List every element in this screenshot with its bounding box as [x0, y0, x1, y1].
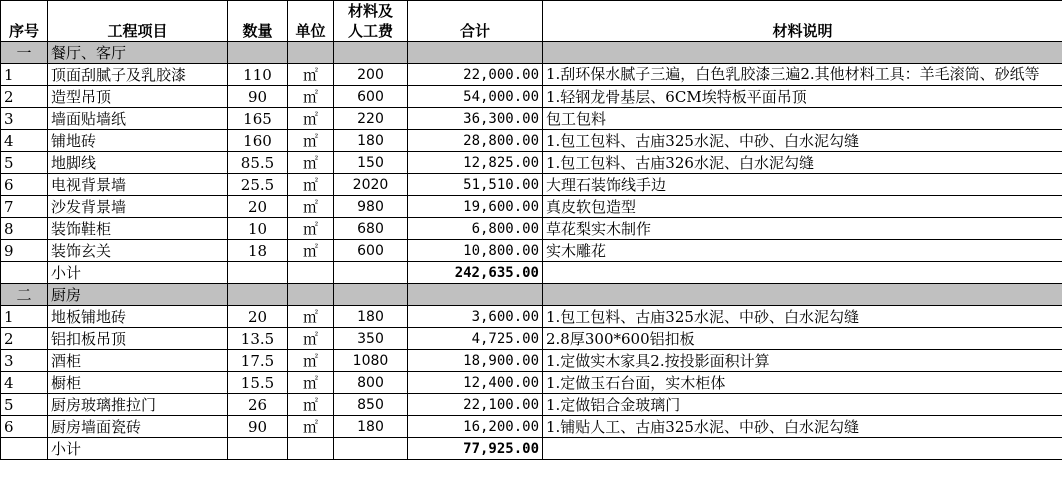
row-no-cell[interactable]: 1 — [1, 306, 48, 328]
section-empty-cell[interactable] — [228, 42, 288, 64]
row-item-cell[interactable]: 厨房玻璃推拉门 — [48, 394, 228, 416]
row-qty-cell[interactable]: 25.5 — [228, 174, 288, 196]
row-price-cell[interactable]: 180 — [334, 130, 408, 152]
row-desc-cell[interactable]: 真皮软包造型 — [543, 196, 1062, 218]
row-price-cell[interactable]: 200 — [334, 64, 408, 86]
row-desc-cell[interactable]: 包工包料 — [543, 108, 1062, 130]
section-empty-cell[interactable] — [334, 42, 408, 64]
table-row — [1, 394, 1062, 416]
row-qty-cell[interactable]: 15.5 — [228, 372, 288, 394]
row-item-cell[interactable]: 铝扣板吊顶 — [48, 328, 228, 350]
section-empty-cell[interactable] — [543, 42, 1062, 64]
row-no-cell[interactable]: 5 — [1, 394, 48, 416]
header-unit[interactable]: 单位 — [288, 1, 334, 42]
row-qty-cell[interactable]: 18 — [228, 240, 288, 262]
row-total-cell[interactable]: 28,800.00 — [408, 130, 543, 152]
row-unit-cell[interactable]: ㎡ — [288, 372, 334, 394]
row-unit-cell[interactable]: ㎡ — [288, 306, 334, 328]
row-total-cell[interactable]: 22,000.00 — [408, 64, 543, 86]
row-qty-cell[interactable]: 90 — [228, 416, 288, 438]
header-item[interactable]: 工程项目 — [48, 1, 228, 42]
row-total-cell[interactable]: 54,000.00 — [408, 86, 543, 108]
section-title-cell[interactable]: 餐厅、客厅 — [48, 42, 228, 64]
section-empty-cell[interactable] — [334, 284, 408, 306]
table-row — [1, 218, 1062, 240]
row-desc-cell[interactable]: 1.包工包料、古庙325水泥、中砂、白水泥勾缝 — [543, 306, 1062, 328]
row-total-cell[interactable]: 51,510.00 — [408, 174, 543, 196]
subtotal-empty-cell[interactable] — [543, 262, 1062, 284]
row-qty-cell[interactable]: 160 — [228, 130, 288, 152]
section-header-row — [1, 42, 1062, 64]
row-desc-cell[interactable]: 大理石装饰线手边 — [543, 174, 1062, 196]
subtotal-label-cell[interactable]: 小计 — [48, 262, 228, 284]
header-total[interactable]: 合计 — [408, 1, 543, 42]
row-price-cell[interactable]: 600 — [334, 86, 408, 108]
section-header-row — [1, 284, 1062, 306]
header-price[interactable] — [334, 1, 408, 42]
row-price-cell[interactable]: 180 — [334, 306, 408, 328]
row-unit-cell[interactable]: ㎡ — [288, 174, 334, 196]
row-unit-cell[interactable]: ㎡ — [288, 152, 334, 174]
subtotal-label-cell[interactable]: 小计 — [48, 438, 228, 460]
row-desc-cell[interactable]: 1.轻钢龙骨基层、6CM埃特板平面吊顶 — [543, 86, 1062, 108]
row-unit-cell[interactable]: ㎡ — [288, 416, 334, 438]
table-row — [1, 196, 1062, 218]
row-price-cell[interactable]: 680 — [334, 218, 408, 240]
row-price-cell[interactable]: 2020 — [334, 174, 408, 196]
row-total-cell[interactable]: 12,400.00 — [408, 372, 543, 394]
subtotal-empty-cell[interactable] — [1, 262, 48, 284]
row-item-cell[interactable]: 电视背景墙 — [48, 174, 228, 196]
row-qty-cell[interactable]: 13.5 — [228, 328, 288, 350]
row-total-cell[interactable]: 12,825.00 — [408, 152, 543, 174]
row-total-cell[interactable]: 18,900.00 — [408, 350, 543, 372]
row-no-cell[interactable]: 2 — [1, 328, 48, 350]
section-empty-cell[interactable] — [408, 42, 543, 64]
row-item-cell[interactable]: 顶面刮腻子及乳胶漆 — [48, 64, 228, 86]
table-row — [1, 416, 1062, 438]
row-price-cell[interactable]: 150 — [334, 152, 408, 174]
row-total-cell[interactable]: 4,725.00 — [408, 328, 543, 350]
header-row — [1, 1, 1062, 42]
row-item-cell[interactable]: 装饰玄关 — [48, 240, 228, 262]
row-item-cell[interactable]: 地脚线 — [48, 152, 228, 174]
row-item-cell[interactable]: 橱柜 — [48, 372, 228, 394]
row-unit-cell[interactable]: ㎡ — [288, 130, 334, 152]
row-item-cell[interactable]: 厨房墙面瓷砖 — [48, 416, 228, 438]
table-row — [1, 130, 1062, 152]
header-qty[interactable]: 数量 — [228, 1, 288, 42]
row-total-cell[interactable]: 22,100.00 — [408, 394, 543, 416]
table-row — [1, 152, 1062, 174]
row-price-cell[interactable]: 220 — [334, 108, 408, 130]
row-price-cell[interactable]: 180 — [334, 416, 408, 438]
table-row — [1, 240, 1062, 262]
row-item-cell[interactable]: 墙面贴墙纸 — [48, 108, 228, 130]
row-desc-cell[interactable]: 1.包工包料、古庙325水泥、中砂、白水泥勾缝 — [543, 130, 1062, 152]
row-no-cell[interactable]: 3 — [1, 108, 48, 130]
row-total-cell[interactable]: 6,800.00 — [408, 218, 543, 240]
row-item-cell[interactable]: 造型吊顶 — [48, 86, 228, 108]
subtotal-empty-cell[interactable] — [543, 438, 1062, 460]
section-no-cell[interactable]: 一 — [1, 42, 48, 64]
row-total-cell[interactable]: 10,800.00 — [408, 240, 543, 262]
subtotal-empty-cell[interactable] — [1, 438, 48, 460]
row-unit-cell[interactable]: ㎡ — [288, 86, 334, 108]
section-title-cell[interactable]: 厨房 — [48, 284, 228, 306]
subtotal-empty-cell[interactable] — [334, 262, 408, 284]
row-no-cell[interactable]: 9 — [1, 240, 48, 262]
row-price-cell[interactable]: 980 — [334, 196, 408, 218]
subtotal-value-cell[interactable]: 77,925.00 — [408, 438, 543, 460]
table-row — [1, 108, 1062, 130]
row-desc-cell[interactable]: 1.刮环保水腻子三遍，白色乳胶漆三遍2.其他材料工具：羊毛滚筒、砂纸等 — [543, 64, 1062, 86]
table-row — [1, 350, 1062, 372]
row-item-cell[interactable]: 酒柜 — [48, 350, 228, 372]
row-desc-cell[interactable]: 1.包工包料、古庙326水泥、白水泥勾缝 — [543, 152, 1062, 174]
row-price-cell[interactable]: 1080 — [334, 350, 408, 372]
subtotal-empty-cell[interactable] — [288, 438, 334, 460]
row-unit-cell[interactable]: ㎡ — [288, 108, 334, 130]
row-unit-cell[interactable]: ㎡ — [288, 218, 334, 240]
section-empty-cell[interactable] — [288, 284, 334, 306]
row-unit-cell[interactable]: ㎡ — [288, 240, 334, 262]
subtotal-empty-cell[interactable] — [228, 262, 288, 284]
row-qty-cell[interactable]: 17.5 — [228, 350, 288, 372]
row-desc-cell[interactable]: 1.定做玉石台面，实木柜体 — [543, 372, 1062, 394]
row-price-cell[interactable]: 850 — [334, 394, 408, 416]
row-no-cell[interactable]: 4 — [1, 372, 48, 394]
subtotal-empty-cell[interactable] — [334, 438, 408, 460]
row-total-cell[interactable]: 3,600.00 — [408, 306, 543, 328]
row-item-cell[interactable]: 沙发背景墙 — [48, 196, 228, 218]
row-price-cell[interactable]: 600 — [334, 240, 408, 262]
row-total-cell[interactable]: 16,200.00 — [408, 416, 543, 438]
row-no-cell[interactable]: 5 — [1, 152, 48, 174]
row-qty-cell[interactable]: 20 — [228, 196, 288, 218]
row-no-cell[interactable]: 4 — [1, 130, 48, 152]
row-no-cell[interactable]: 7 — [1, 196, 48, 218]
row-qty-cell[interactable]: 110 — [228, 64, 288, 86]
section-empty-cell[interactable] — [408, 284, 543, 306]
row-item-cell[interactable]: 地板铺地砖 — [48, 306, 228, 328]
table-row — [1, 372, 1062, 394]
row-desc-cell[interactable]: 1.铺贴人工、古庙325水泥、中砂、白水泥勾缝 — [543, 416, 1062, 438]
row-price-cell[interactable]: 350 — [334, 328, 408, 350]
row-no-cell[interactable]: 3 — [1, 350, 48, 372]
row-unit-cell[interactable]: ㎡ — [288, 64, 334, 86]
row-qty-cell[interactable]: 85.5 — [228, 152, 288, 174]
row-total-cell[interactable]: 19,600.00 — [408, 196, 543, 218]
header-desc[interactable]: 材料说明 — [543, 1, 1062, 42]
subtotal-value-cell[interactable]: 242,635.00 — [408, 262, 543, 284]
table-row — [1, 306, 1062, 328]
row-no-cell[interactable]: 2 — [1, 86, 48, 108]
row-desc-cell[interactable]: 1.定做实木家具2.按投影面积计算 — [543, 350, 1062, 372]
subtotal-empty-cell[interactable] — [228, 438, 288, 460]
row-desc-cell[interactable]: 草花梨实木制作 — [543, 218, 1062, 240]
row-qty-cell[interactable]: 20 — [228, 306, 288, 328]
header-price-line1: 材料及 — [347, 2, 393, 20]
table-row — [1, 86, 1062, 108]
row-qty-cell[interactable]: 90 — [228, 86, 288, 108]
row-price-cell[interactable]: 800 — [334, 372, 408, 394]
row-qty-cell[interactable]: 10 — [228, 218, 288, 240]
row-desc-cell[interactable]: 2.8厚300*600铝扣板 — [543, 328, 1062, 350]
header-price-line2: 人工费 — [347, 22, 393, 40]
table-row — [1, 64, 1062, 86]
section-empty-cell[interactable] — [543, 284, 1062, 306]
table-row — [1, 174, 1062, 196]
section-empty-cell[interactable] — [288, 42, 334, 64]
row-desc-cell[interactable]: 实木雕花 — [543, 240, 1062, 262]
row-item-cell[interactable]: 铺地砖 — [48, 130, 228, 152]
subtotal-row — [1, 438, 1062, 460]
section-empty-cell[interactable] — [228, 284, 288, 306]
row-total-cell[interactable]: 36,300.00 — [408, 108, 543, 130]
row-no-cell[interactable]: 1 — [1, 64, 48, 86]
row-no-cell[interactable]: 6 — [1, 174, 48, 196]
row-qty-cell[interactable]: 26 — [228, 394, 288, 416]
row-unit-cell[interactable]: ㎡ — [288, 196, 334, 218]
section-no-cell[interactable]: 二 — [1, 284, 48, 306]
row-item-cell[interactable]: 装饰鞋柜 — [48, 218, 228, 240]
row-no-cell[interactable]: 8 — [1, 218, 48, 240]
row-desc-cell[interactable]: 1.定做铝合金玻璃门 — [543, 394, 1062, 416]
row-unit-cell[interactable]: ㎡ — [288, 328, 334, 350]
header-no[interactable]: 序号 — [1, 1, 48, 42]
table-row — [1, 328, 1062, 350]
subtotal-empty-cell[interactable] — [288, 262, 334, 284]
subtotal-row — [1, 262, 1062, 284]
row-unit-cell[interactable]: ㎡ — [288, 350, 334, 372]
row-qty-cell[interactable]: 165 — [228, 108, 288, 130]
row-no-cell[interactable]: 6 — [1, 416, 48, 438]
row-unit-cell[interactable]: ㎡ — [288, 394, 334, 416]
